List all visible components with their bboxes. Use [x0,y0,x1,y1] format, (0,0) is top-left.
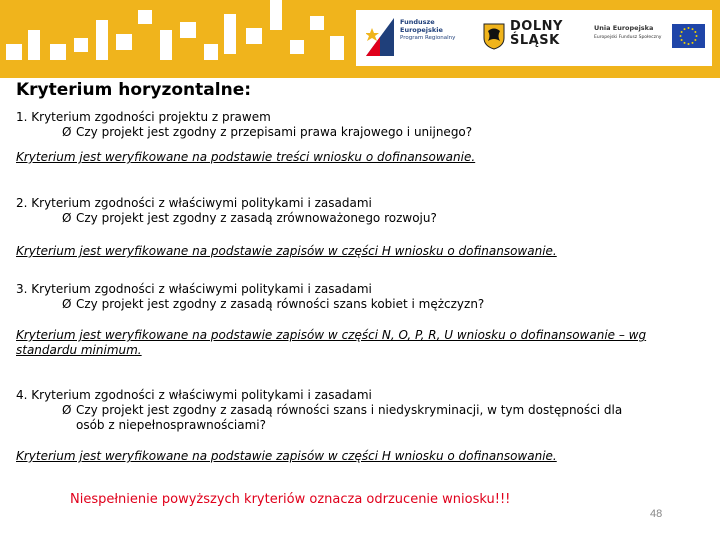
logo-panel [356,10,712,66]
criterion-title: 2. Kryterium zgodności z właściwymi politykami i zasadami [16,196,372,210]
criterion-question: Ø Czy projekt jest zgodny z zasadą równości szans i niedyskryminacji, w tym dostępności dla osób z niepełnosprawnościami? [62,403,623,432]
arrow-bullet-icon: Ø [62,297,72,311]
decorative-square [160,30,172,60]
criterion-note: Kryterium jest weryfikowane na podstawie zapisów w części N, O, P, R, U wniosku o dofinansowanie – wg standardu minimum. [16,328,647,357]
eu-flag-icon [672,24,705,48]
criterion-4 [16,388,706,464]
arrow-bullet-icon: Ø [62,403,72,417]
decorative-square [6,44,22,60]
criterion-2 [16,196,706,259]
decorative-square [204,44,218,60]
decorative-square [246,28,262,44]
criterion-note: Kryterium jest weryfikowane na podstawie zapisów w części H wniosku o dofinansowanie. [16,449,557,463]
page-number: 48 [650,508,663,520]
final-warning: Niespełnienie powyższych kryteriów oznacza odrzucenie wniosku!!! [70,492,511,507]
decorative-square [96,20,108,60]
criterion-question: Ø Czy projekt jest zgodny z zasadą zrównoważonego rozwoju? [62,211,437,225]
decorative-square [290,40,304,54]
decorative-square [224,14,236,54]
decorative-square [330,36,344,60]
decorative-square [270,0,282,30]
criterion-1 [16,110,706,165]
criterion-note: Kryterium jest weryfikowane na podstawie zapisów w części H wniosku o dofinansowanie. [16,244,557,258]
page-title: Kryterium horyzontalne: [16,80,252,100]
decorative-square [50,44,66,60]
criterion-question: Ø Czy projekt jest zgodny z zasadą równości szans kobiet i mężczyzn? [62,297,485,311]
decorative-square [138,10,152,24]
arrow-bullet-icon: Ø [62,125,72,139]
criterion-title: 1. Kryterium zgodności projektu z prawem [16,110,271,124]
dolny-slask-text: DOLNY ŚLĄSK [510,19,563,48]
header-banner [0,0,720,78]
criterion-3 [16,282,706,358]
criterion-title: 3. Kryterium zgodności z właściwymi politykami i zasadami [16,282,372,296]
fundusze-europejskie-text: Fundusze Europejskie Program Regionalny [400,18,456,41]
arrow-bullet-icon: Ø [62,211,72,225]
criterion-question: Ø Czy projekt jest zgodny z przepisami prawa krajowego i unijnego? [62,125,473,139]
decorative-square [116,34,132,50]
criterion-title: 4. Kryterium zgodności z właściwymi politykami i zasadami [16,388,372,402]
eu-text: Unia Europejska Europejski Fundusz Społeczny [594,24,662,40]
decorative-square [74,38,88,52]
decorative-square [180,22,196,38]
dolny-slask-crest-icon [482,22,506,50]
fundusze-europejskie-logo-icon [366,18,394,56]
decorative-square [310,16,324,30]
decorative-square [28,30,40,60]
criterion-note: Kryterium jest weryfikowane na podstawie treści wniosku o dofinansowanie. [16,150,476,164]
